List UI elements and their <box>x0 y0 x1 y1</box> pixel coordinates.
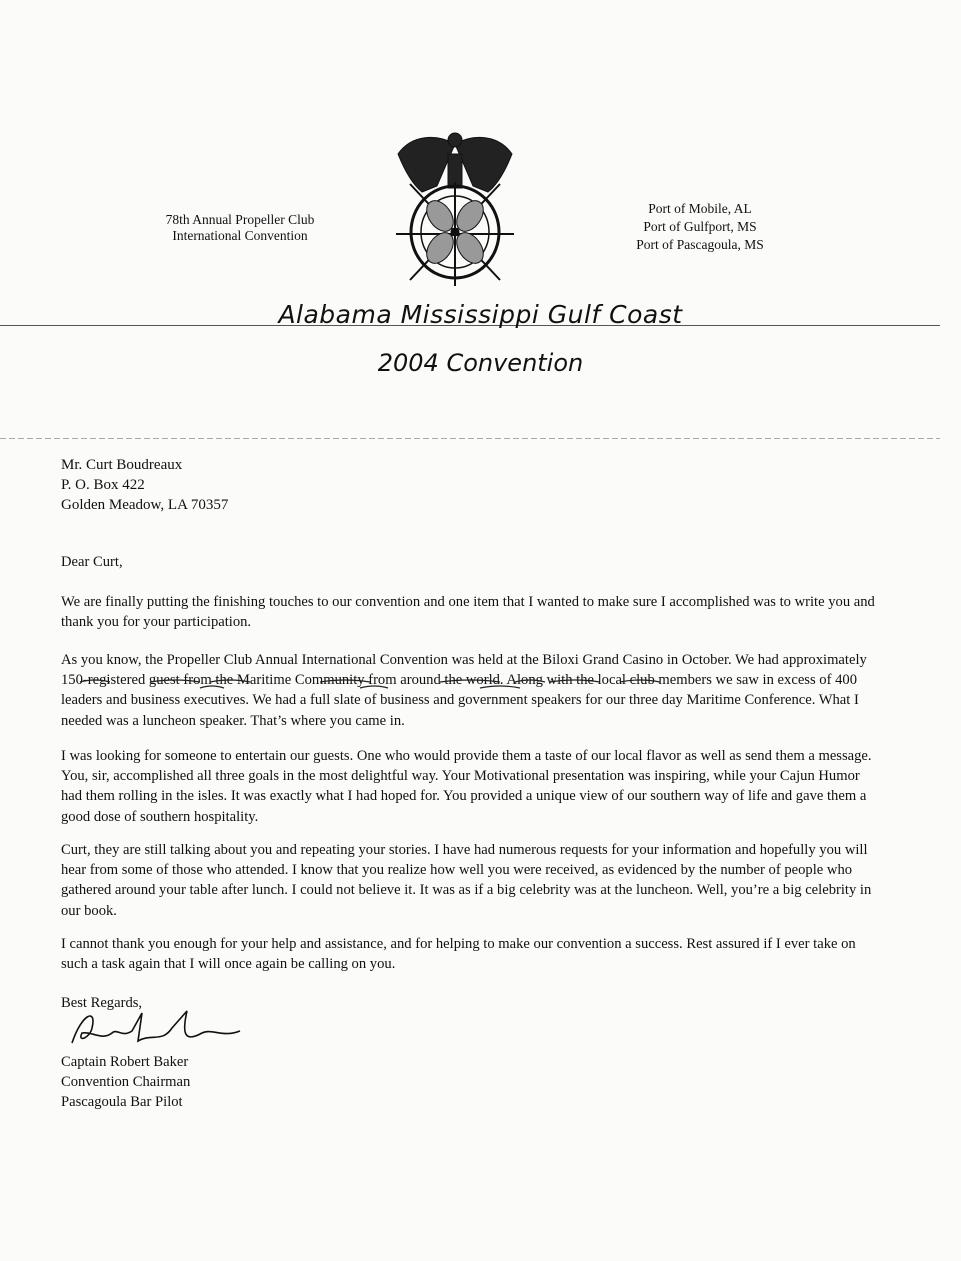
signer-block <box>61 1052 190 1112</box>
signer-role: Pascagoula Bar Pilot <box>61 1094 183 1110</box>
letterhead-subtitle: 2004 Convention <box>377 349 584 377</box>
recipient-name: Mr. Curt Boudreaux <box>61 457 183 473</box>
paragraph-3: I was looking for someone to entertain our guests. One who would provide them a taste of our local flavor as well as send them a message. You, sir, accomplished all three goals in the most delightful way. Your Motivational presentation was inspiring, while your Cajun Humor had them rolling in the isles. It was exactly what I had hoped for. You provided a unique view of our southern way of life and gave them a good dose of southern hospitality. <box>61 748 872 825</box>
port-mobile: Port of Mobile, AL <box>648 201 752 216</box>
signature <box>62 1003 252 1055</box>
paragraph-1: We are finally putting the finishing touches to our convention and one item that I wanted to make sure I accomplished was to write you and thank you for your participation. <box>61 594 875 631</box>
letterhead-left-line2: International Convention <box>172 228 308 243</box>
recipient-address <box>61 455 228 515</box>
closing: Best Regards, <box>61 995 143 1011</box>
letterhead-right <box>600 200 800 254</box>
recipient-box: P. O. Box 422 <box>61 477 145 493</box>
recipient-city: Golden Meadow, LA 70357 <box>61 497 229 513</box>
salutation: Dear Curt, <box>61 554 123 570</box>
signer-name: Captain Robert Baker <box>61 1054 189 1070</box>
paragraph-2: As you know, the Propeller Club Annual International Convention was held at the Biloxi Grand Casino in October. We had approximately 150-registered guest from the Maritime Community from around the world. Along with the local club members we saw in excess of 400 leaders and business executives. We had a full slate of business and government speakers for our three day Maritime Conference. What I needed was a luncheon speaker. That’s where you came in. <box>61 652 867 729</box>
letterhead-left-line1: 78th Annual Propeller Club <box>165 212 315 227</box>
letterhead-left <box>110 212 370 244</box>
paragraph-5: I cannot thank you enough for your help and assistance, and for helping to make our convention a success. Rest assured if I ever take on such a task again that I will once again be calling on you. <box>61 936 856 973</box>
signer-title: Convention Chairman <box>61 1074 191 1090</box>
header-divider <box>0 438 940 439</box>
propeller-club-seal-logo <box>382 124 528 290</box>
port-gulfport: Port of Gulfport, MS <box>643 219 757 234</box>
letterhead-title: Alabama Mississippi Gulf Coast <box>278 300 683 329</box>
paragraph-4: Curt, they are still talking about you and repeating your stories. I have had numerous requests for your information and hopefully you will hear from some of those who attended. I know that you realize how well you were received, as evidenced by the number of people who gathered around your table after lunch. I could not believe it. It was as if a big celebrity was at the luncheon. Well, you’re a big celebrity in our book. <box>61 842 872 919</box>
port-pascagoula: Port of Pascagoula, MS <box>636 237 764 252</box>
